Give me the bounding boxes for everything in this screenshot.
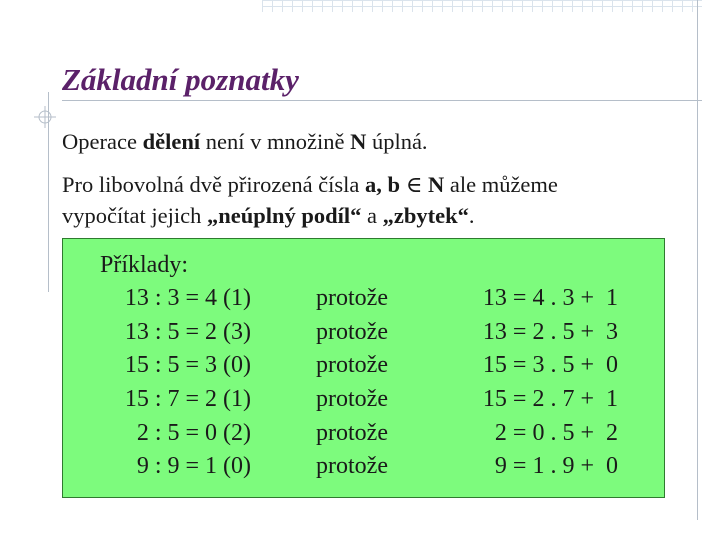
title-underline (62, 100, 702, 101)
because-word: protože (316, 386, 388, 412)
crosshair-icon (34, 106, 56, 128)
division-equation: 15 : 7 = 2 (1) (124, 386, 251, 412)
example-row (63, 386, 666, 420)
verification-equation: 15 = 3 . 5 + 0 (482, 352, 618, 378)
example-row (63, 420, 666, 454)
bold-term: dělení (142, 129, 201, 154)
bold-term: „zbytek“ (382, 203, 469, 228)
example-row (63, 453, 666, 487)
text-span: . (468, 203, 475, 228)
examples-label: Příklady: (100, 252, 188, 278)
decorative-grid (262, 0, 702, 12)
verification-equation: 9 = 1 . 9 + 0 (494, 453, 618, 479)
because-word: protože (316, 285, 388, 311)
text-span: a (361, 203, 383, 228)
because-word: protože (316, 453, 388, 479)
bold-set-symbol: N (427, 172, 445, 197)
division-equation: 13 : 3 = 4 (1) (124, 285, 251, 311)
examples-box (62, 238, 665, 498)
statement-line-1 (62, 129, 428, 155)
verification-equation: 13 = 4 . 3 + 1 (482, 285, 618, 311)
division-equation: 2 : 5 = 0 (2) (136, 420, 251, 446)
text-span: ale můžeme (444, 172, 558, 197)
text-span: není v množině (200, 129, 351, 154)
verification-equation: 15 = 2 . 7 + 1 (482, 386, 618, 412)
text-span: Pro libovolná dvě přirozená čísla (62, 172, 366, 197)
verification-equation: 13 = 2 . 5 + 3 (482, 319, 618, 345)
slide-title: Základní poznatky (62, 62, 299, 97)
because-word: protože (316, 420, 388, 446)
division-equation: 9 : 9 = 1 (0) (136, 453, 251, 479)
statement-line-3 (62, 203, 475, 229)
text-span: Operace (62, 129, 143, 154)
verification-equation: 2 = 0 . 5 + 2 (494, 420, 618, 446)
text-span: vypočítat jejich (62, 203, 207, 228)
example-row (63, 319, 666, 353)
example-row (63, 352, 666, 386)
division-equation: 15 : 5 = 3 (0) (124, 352, 251, 378)
statement-line-2 (62, 172, 558, 198)
decorative-vertical-line (697, 0, 698, 520)
element-of-symbol: ∈ (400, 172, 428, 197)
because-word: protože (316, 352, 388, 378)
division-equation: 13 : 5 = 2 (3) (124, 319, 251, 345)
bold-set-symbol: N (350, 129, 367, 154)
bold-variables: a, b (365, 172, 401, 197)
bold-term: „neúplný podíl“ (206, 203, 362, 228)
example-row (63, 285, 666, 319)
text-span: úplná. (366, 129, 428, 154)
because-word: protože (316, 319, 388, 345)
